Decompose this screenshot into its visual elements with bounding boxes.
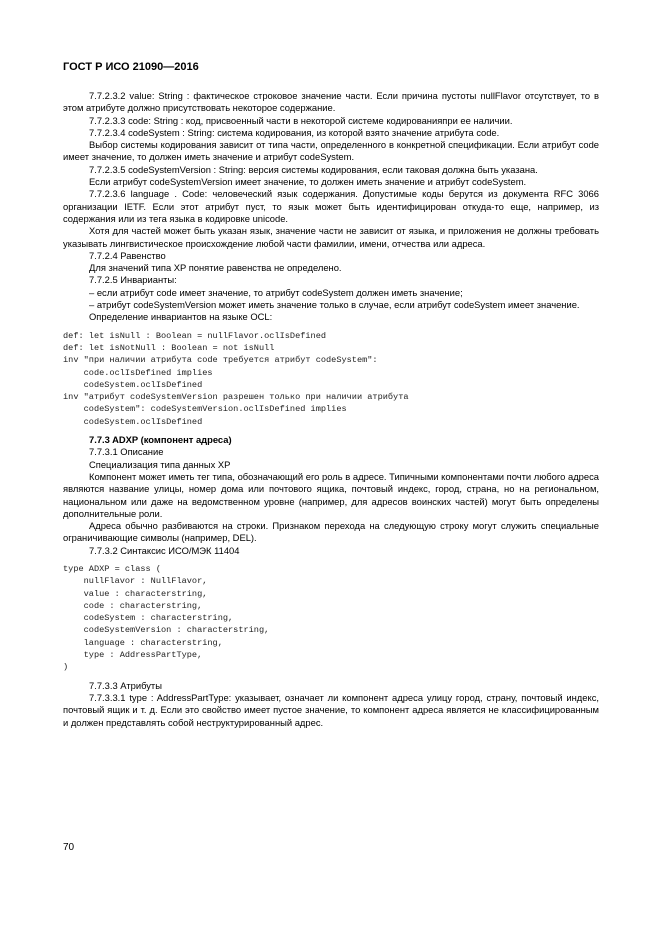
paragraph-codesystemversion: 7.7.2.3.5 codeSystemVersion : String: версия системы кодирования, если таковая должна быть указана. (89, 163, 538, 175)
heading-invariants: 7.7.2.5 Инварианты: (89, 274, 177, 286)
code-block-ocl: def: let isNull : Boolean = nullFlavor.oclIsDefined def: let isNotNull : Boolean = not isNull inv "при наличии атрибута code требуется атрибут codeSystem": code.oclIsDefined implies codeSystem.oclIsDefined inv "атрибут codeSystemVersion разрешен только при наличии атрибута codeSystem": codeSystemVersion.oclIsDefined implies codeSystem.oclIsDefined (63, 330, 409, 427)
paragraph-address-lines: Адреса обычно разбиваются на строки. Признаком перехода на следующую строку могут служить специальные ограничивающие символы (например, DEL). (63, 520, 599, 544)
paragraph-type-attribute: 7.7.3.3.1 type : AddressPartType: указывает, означает ли компонент адреса улицу город, страну, почтовый индекс, почтовый ящик и т. д. Если это свойство имеет пустое значение, то компонент адреса является не классифицированным и должен представлять собой неструктурированный адрес. (63, 691, 599, 728)
page-number: 70 (63, 842, 75, 853)
paragraph-codesystemversion-rule: Если атрибут codeSystemVersion имеет значение, то должен иметь значение и атрибут codeSystem. (89, 176, 527, 188)
paragraph-code: 7.7.2.3.3 code: String : код, присвоенный части в некоторой системе кодированияпри ее наличии. (89, 114, 513, 126)
paragraph-codesystem-choice: Выбор системы кодирования зависит от типа части, определенного в конкретной спецификации. Если атрибут code имеет значение, то должен иметь значение и атрибут codeSystem. (63, 139, 599, 163)
paragraph-language: 7.7.2.3.6 language . Code: человеческий язык содержания. Допустимые коды берутся из документа RFC 3066 организации IETF. Если этот атрибут пуст, то язык может быть идентифицирован откуда-то еще, например, из содержания или из тега языка в кодировке unicode. (63, 188, 599, 224)
paragraph-equality: Для значений типа XP понятие равенства не определено. (89, 262, 342, 274)
paragraph-component: Компонент может иметь тег типа, обозначающий его роль в адресе. Типичными компонентами почти любого адреса являются название улицы, номер дома или почтового ящика, почтовый индекс, город, страна, но на региональном, национальном или даже на ведомственном уровне (например, для адресов воинских частей) могут быть определены дополнительные роли. (63, 470, 599, 519)
section-title-adxp: 7.7.3 ADXP (компонент адреса) (89, 434, 232, 446)
heading-description: 7.7.3.1 Описание (89, 446, 164, 458)
paragraph-specialization: Специализация типа данных XP (89, 458, 231, 470)
list-item-invariant-2: – атрибут codeSystemVersion может иметь значение только в случае, если атрибут codeSystem имеет значение. (89, 299, 580, 311)
paragraph-value: 7.7.2.3.2 value: String : фактическое строковое значение части. Если причина пустоты nullFlavor отсутствует, то в этом атрибуте должно присутствовать некоторое содержание. (63, 90, 599, 114)
heading-syntax: 7.7.3.2 Синтаксис ИСО/МЭК 11404 (89, 544, 240, 556)
code-block-adxp: type ADXP = class ( nullFlavor : NullFlavor, value : characterstring, code : characterstring, codeSystem : characterstring, codeSystemVersion : characterstring, language : characterstring, type : AddressPartType, ) (63, 563, 270, 673)
paragraph-language-note: Хотя для частей может быть указан язык, значение части не зависит от языка, и приложения не должны требовать указывать лингвистическое происхождение любой части фамилии, имени, отчества или адреса. (63, 225, 599, 249)
paragraph-codesystem: 7.7.2.3.4 codeSystem : String: система кодирования, из которой взято значение атрибута code. (89, 126, 500, 138)
heading-equality: 7.7.2.4 Равенство (89, 249, 166, 261)
heading-attributes: 7.7.3.3 Атрибуты (89, 679, 162, 691)
document-header: ГОСТ Р ИСО 21090—2016 (63, 61, 199, 73)
list-item-invariant-1: – если атрибут code имеет значение, то атрибут codeSystem должен иметь значение; (89, 286, 463, 298)
paragraph-ocl-intro: Определение инвариантов на языке OCL: (89, 311, 273, 323)
document-body (63, 90, 599, 729)
